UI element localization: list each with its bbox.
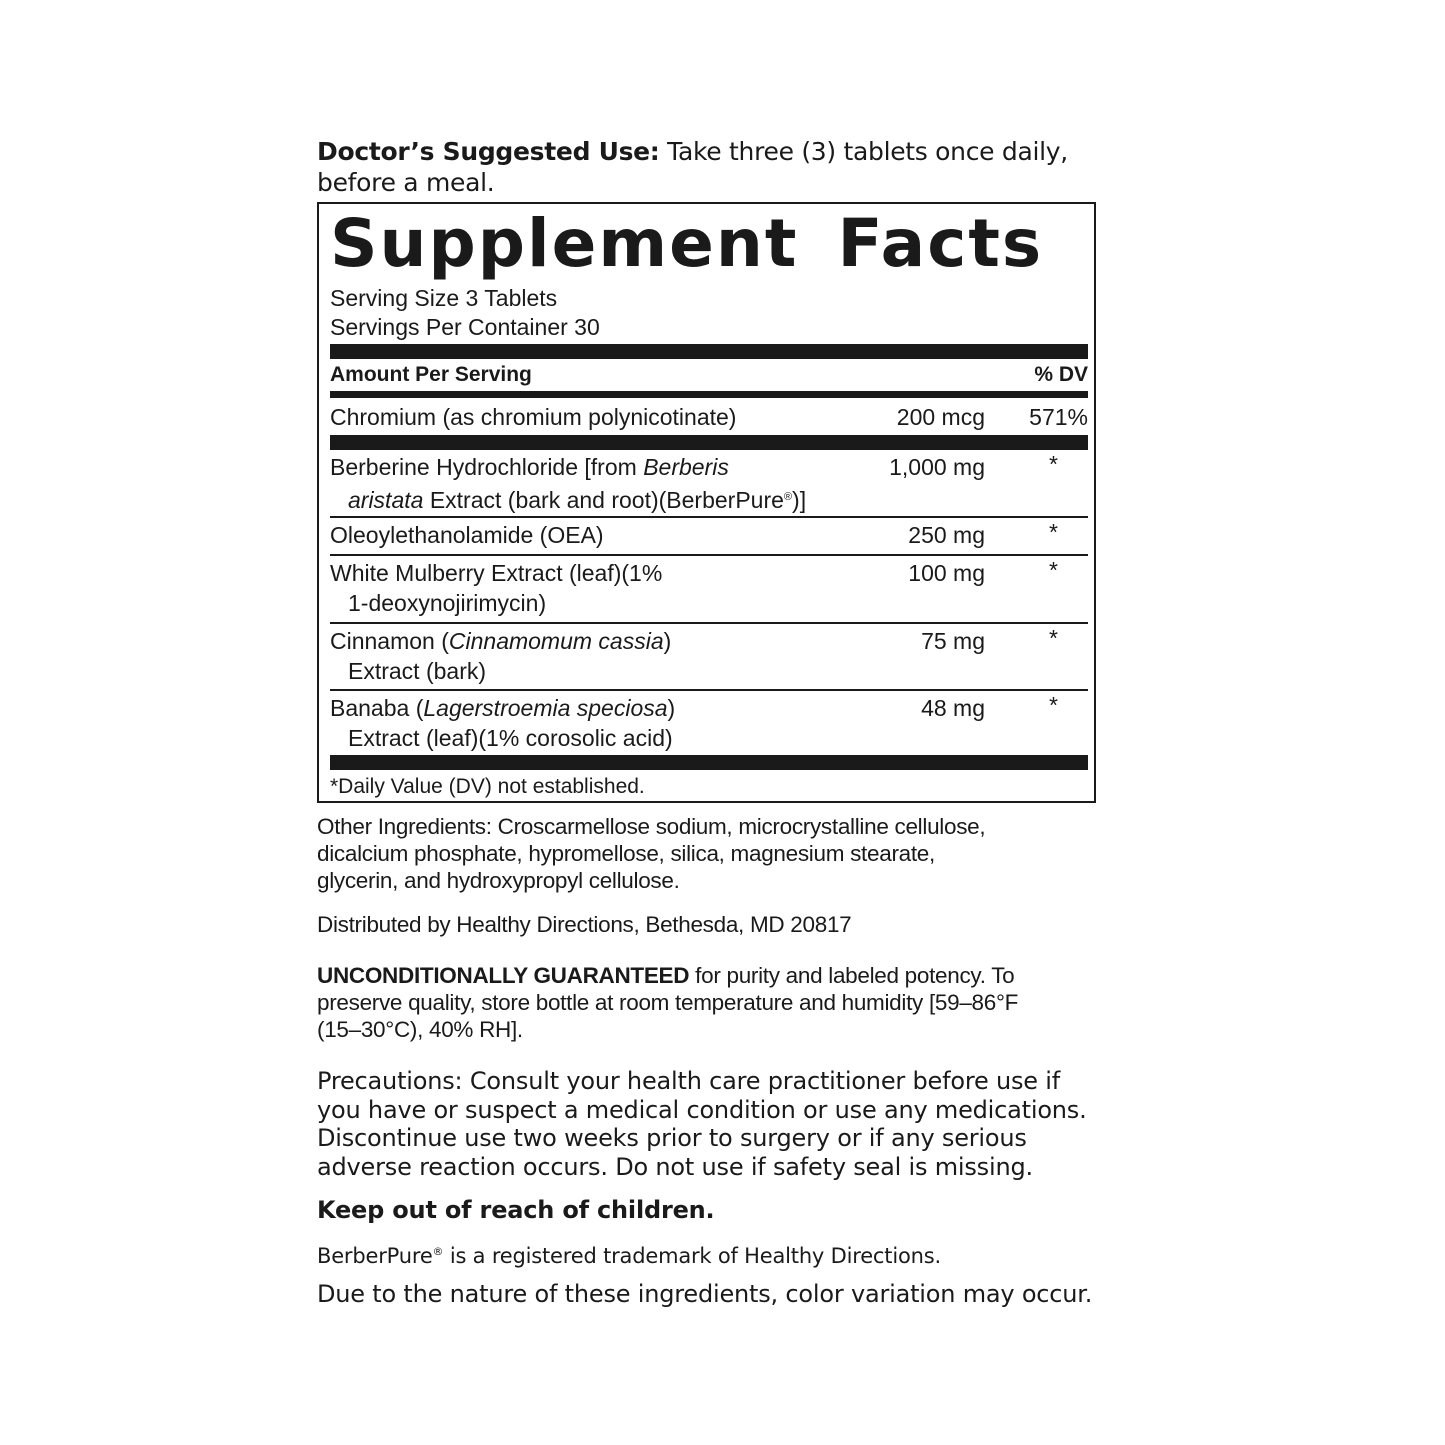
color-variation-note: Due to the nature of these ingredients, color variation may occur.	[317, 1280, 1093, 1308]
ingredient-name: Cinnamon (Cinnamomum cassia) Extract (bark)	[330, 628, 672, 684]
ingredient-name: Berberine Hydrochloride [from Berberis aristata Extract (bark and root)(BerberPure®)]	[330, 454, 807, 513]
row-divider	[330, 622, 1088, 624]
row-divider	[330, 689, 1088, 691]
ingredient-dv: *	[1049, 692, 1058, 718]
thick-rule-3	[330, 755, 1088, 770]
distributed-by: Distributed by Healthy Directions, Bethesda, MD 20817	[317, 912, 852, 937]
suggested-use-label: Doctor’s Suggested Use:	[317, 137, 660, 166]
ingredient-dv: *	[1049, 557, 1058, 583]
ingredient-name: Oleoylethanolamide (OEA)	[330, 522, 604, 548]
ingredient-name: Banaba (Lagerstroemia speciosa) Extract (leaf)(1% corosolic acid)	[330, 695, 676, 751]
dv-footnote: *Daily Value (DV) not established.	[330, 775, 645, 798]
supplement-facts-panel	[317, 202, 1096, 803]
ingredient-name: White Mulberry Extract (leaf)(1% 1-deoxynojirimycin)	[330, 560, 663, 616]
trademark-note: BerberPure® is a registered trademark of Healthy Directions.	[317, 1244, 941, 1268]
ingredient-dv: *	[1049, 519, 1058, 545]
keep-out-warning: Keep out of reach of children.	[317, 1196, 715, 1224]
ingredient-dv: 571%	[1029, 404, 1088, 430]
suggested-use-text: Take three (3) tablets once daily,	[659, 137, 1068, 166]
row-divider	[330, 554, 1088, 556]
ingredient-dv: *	[1049, 451, 1058, 477]
facts-title: Supplement Facts	[330, 205, 1044, 282]
medium-rule	[330, 391, 1088, 398]
suggested-use-text-2: before a meal.	[317, 168, 495, 197]
ingredient-amount: 1,000 mg	[889, 454, 985, 480]
ingredient-amount: 75 mg	[921, 628, 985, 654]
ingredient-amount: 250 mg	[908, 522, 985, 548]
guarantee: UNCONDITIONALLY GUARANTEED for purity and labeled potency. To preserve quality, store bottle at room temperature and humidity [59–86°F (15–30°C), 40% RH].	[317, 963, 1019, 1042]
precautions: Precautions: Consult your health care practitioner before use if you have or suspect a medical condition or use any medications. Discontinue use two weeks prior to surgery or if any serious adverse reaction occurs. Do not use if safety seal is missing.	[317, 1067, 1087, 1181]
ingredient-amount: 48 mg	[921, 695, 985, 721]
table-header	[330, 362, 1088, 388]
thick-rule-1	[330, 344, 1088, 359]
ingredient-dv: *	[1049, 625, 1058, 651]
servings-per-container: Servings Per Container 30	[330, 314, 600, 340]
header-amount: Amount Per Serving	[330, 363, 532, 386]
serving-size: Serving Size 3 Tablets	[330, 285, 558, 311]
suggested-use	[317, 136, 1077, 198]
ingredient-amount: 200 mcg	[896, 404, 985, 430]
thick-rule-2	[330, 435, 1088, 450]
other-ingredients: Other Ingredients: Croscarmellose sodium, microcrystalline cellulose, dicalcium phosphate, hypromellose, silica, magnesium stearate, glycerin, and hydroxypropyl cellulose.	[317, 814, 986, 893]
header-dv: % DV	[1034, 363, 1088, 386]
ingredient-amount: 100 mg	[908, 560, 985, 586]
ingredient-name: Chromium (as chromium polynicotinate)	[330, 404, 737, 430]
row-divider	[330, 516, 1088, 518]
